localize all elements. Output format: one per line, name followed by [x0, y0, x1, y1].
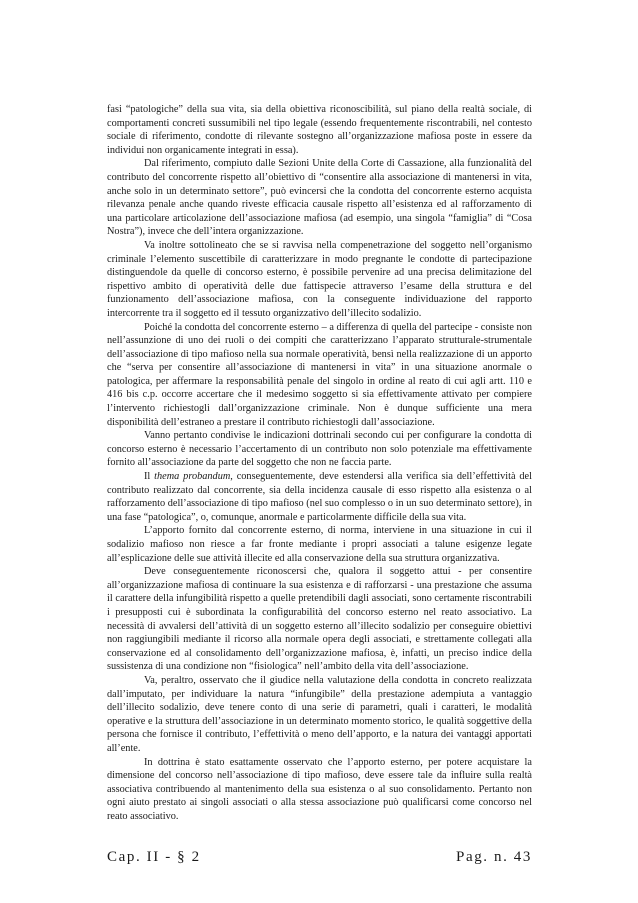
text-segment: L’apporto fornito dal concorrente esterno, di norma, interviene in una situazione in cui il sodalizio mafioso non riesce a far fronte mediante i propri associati a talune esigenze legate all’esplicazione delle sue attività illecite ed alla conservazione della sua struttura organizzativa.	[107, 525, 532, 564]
text-segment: In dottrina è stato esattamente osservato che l’apporto esterno, per potere acquistare la dimensione del concorso nell’associazione di tipo mafioso, deve essere tale da influire sulla realtà associativa contribuendo al mantenimento della sua esistenza o al suo consolidamento. Pertanto non ogni aiuto prestato ai singoli associati o alla stessa associazione può qualificarsi come concorso nel reato associativo.	[107, 756, 532, 822]
text-segment: Il	[144, 471, 155, 483]
paragraph	[107, 524, 532, 565]
text-segment: Dal riferimento, compiuto dalle Sezioni Unite della Corte di Cassazione, alla funzionalità del contributo del concorrente rispetto all’obiettivo di “consentire alla associazione di mantenersi in vita, anche solo in un determinato settore”, può evincersi che la condotta del concorrente esterno acquista rilevanza penale anche quando riveste efficacia causale rispetto all’esistenza ed al rafforzamento di una particolare articolazione dell’associazione mafiosa (ad esempio, una singola “famiglia” di “Cosa Nostra”), invece che dell’intera organizzazione.	[107, 158, 532, 238]
paragraph	[107, 565, 532, 674]
page-number: Pag. n. 43	[456, 849, 532, 865]
paragraph	[107, 429, 532, 470]
paragraph	[107, 756, 532, 824]
paragraph	[107, 239, 532, 321]
text-segment: fasi “patologiche” della sua vita, sia della obiettiva riconoscibilità, sul piano della realtà sociale, di comportamenti concreti sussumibili nel tipo legale (essendo frequentemente riscontrabili, nel contesto sociale di riferimento, condotte di rilevante sostegno all’organizzazione mafiosa poste in essere da individui non organicamente integrati in essa).	[107, 104, 532, 156]
paragraph	[107, 321, 532, 430]
text-segment: Va inoltre sottolineato che se si ravvisa nella compenetrazione del soggetto nell’organismo criminale l’elemento suscettibile di caratterizzare in modo pregnante le condotte di partecipazione distinguendole da quelle di concorso esterno, è possibile pervenire ad una precisa delimitazione del rispettivo ambito di operatività delle due fattispecie attraverso l’esame della struttura e del funzionamento dell’associazione mafiosa, con la conseguente individuazione del rapporto intercorrente tra il soggetto ed il tessuto organizzativo dell’illecito sodalizio.	[107, 239, 532, 319]
body-text	[107, 103, 532, 823]
chapter-reference: Cap. II - § 2	[107, 849, 201, 865]
paragraph	[107, 157, 532, 239]
paragraph	[107, 674, 532, 756]
text-segment: Deve conseguentemente riconoscersi che, qualora il soggetto attui - per consentire all’organizzazione mafiosa di continuare la sua esistenza e di rafforzarsi - una prestazione che assuma il carattere della infungibilità rispetto a quelle pretendibili dagli associati, sono certamente riscontrabili i presupposti cui è subordinata la configurabilità del concorso esterno nel reato associativo. La necessità di avvalersi dell’attività di un soggetto esterno all’illecito sodalizio per conseguire obiettivi non raggiungibili mediante il ricorso alla normale opera degli associati, e strettamente collegati alla conservazione ed al consolidamento dell’organizzazione mafiosa, è, infatti, un preciso indice della sussistenza di una condizione non “fisiologica” nell’ambito della vita dell’associazione.	[107, 566, 532, 673]
italic-text: thema probandum	[154, 471, 231, 483]
text-segment: Poiché la condotta del concorrente esterno – a differenza di quella del partecipe - consiste non nell’assunzione di uno dei ruoli o dei compiti che caratterizzano l’apparato strutturale-strumentale dell’associazione di tipo mafioso nella sua normale operatività, bensì nella realizzazione di un apporto che “serva per consentire all’associazione di mantenersi in vita” in una situazione anormale o patologica, per affermare la responsabilità penale del singolo in ordine al reato di cui agli artt. 110 e 416 bis c.p. occorre accertare che il medesimo soggetto si sia effettivamente attivato per compiere l’intervento richiestogli dall’organizzazione criminale. Non è dunque sufficiente una mera disponibilità dell’estraneo a prestare il contributo richiestogli dall’associazione.	[107, 321, 532, 428]
paragraph	[107, 470, 532, 524]
page-footer	[107, 849, 532, 871]
text-segment: Vanno pertanto condivise le indicazioni dottrinali secondo cui per configurare la condotta di concorso esterno è necessario l’accertamento di un contributo non solo potenziale ma effettivamente fornito all’associazione da parte del soggetto che non ne faccia parte.	[107, 430, 532, 469]
text-segment: Va, peraltro, osservato che il giudice nella valutazione della condotta in concreto realizzata dall’imputato, per individuare la natura “infungibile” della prestazione adempiuta a vantaggio dell’illecito sodalizio, deve tenere conto di una serie di parametri, quali i caratteri, le modalità operative e la struttura dell’associazione in un determinato momento storico, le qualità soggettive della persona che fornisce il contributo, l’effettività o meno dell’apporto, e la natura dei vantaggi apportati all’ente.	[107, 674, 532, 754]
text-segment: , conseguentemente, deve estendersi alla verifica sia dell’effettività del contributo realizzato dal concorrente, sia della incidenza causale di esso rispetto alla esistenza o al rafforzamento dell’associazione di tipo mafioso (nel suo complesso o in un suo determinato settore), in una fase “patologica”, o, comunque, anormale e particolarmente difficile della sua vita.	[107, 471, 532, 523]
paragraph	[107, 103, 532, 157]
